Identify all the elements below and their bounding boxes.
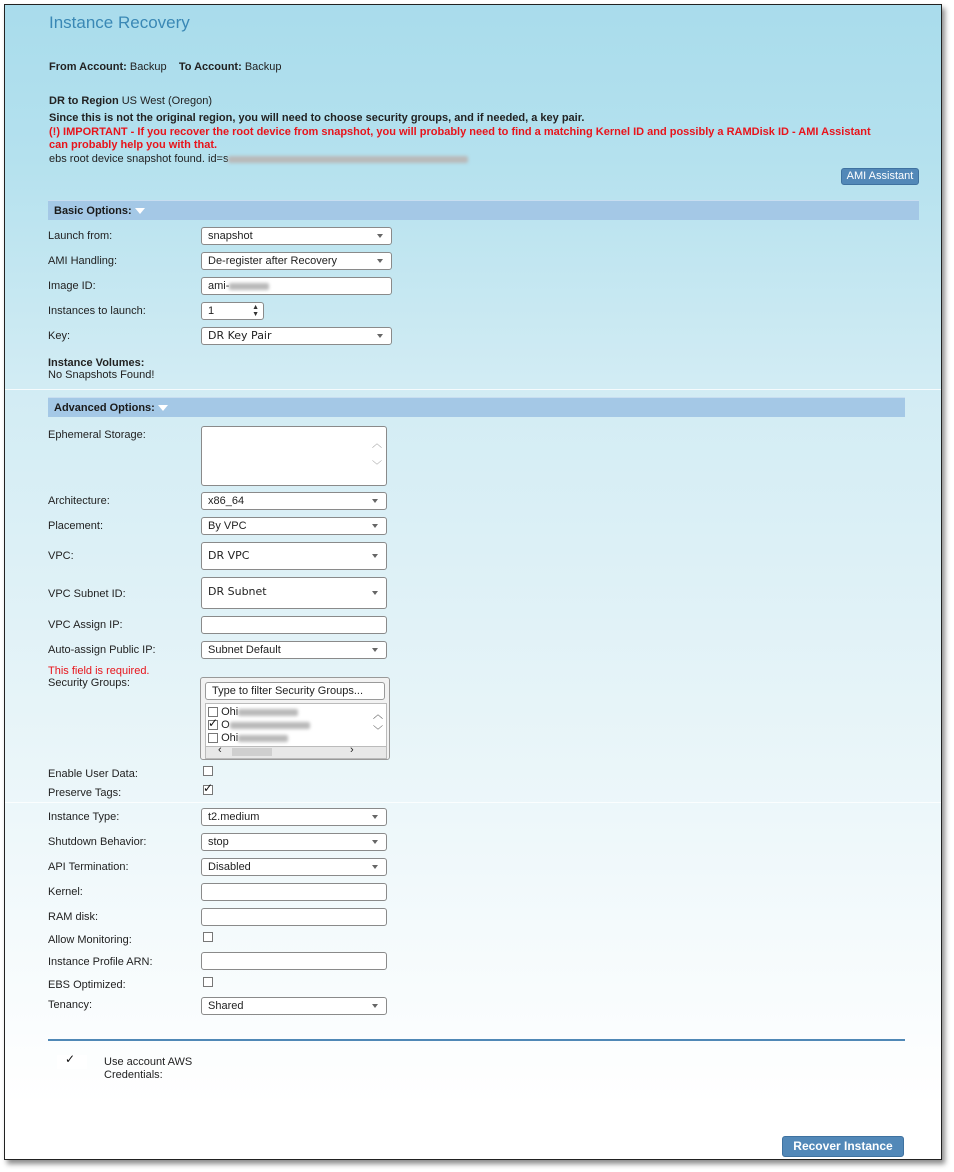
- chevron-down-icon: [158, 405, 168, 411]
- instance-type-select[interactable]: [201, 808, 387, 826]
- recovery-panel: [4, 4, 942, 1160]
- dropdown-arrow-icon: [377, 259, 383, 263]
- important-warning-2: can probably help you with that.: [49, 139, 218, 151]
- key-value: DR Key Pair: [208, 329, 272, 342]
- ebs-optimized-label: EBS Optimized:: [48, 979, 126, 991]
- redacted-text: [230, 722, 310, 729]
- api-termination-label: API Termination:: [48, 861, 129, 873]
- shutdown-behavior-label: Shutdown Behavior:: [48, 836, 147, 848]
- vpc-value: DR VPC: [208, 549, 250, 562]
- security-groups-label: Security Groups:: [48, 677, 130, 689]
- basic-options-header[interactable]: [48, 200, 919, 220]
- sg-checkbox[interactable]: [208, 733, 218, 743]
- instances-value: 1: [208, 305, 215, 317]
- vpc-subnet-label: VPC Subnet ID:: [48, 588, 126, 600]
- ram-disk-input[interactable]: [201, 908, 387, 926]
- important-warning-1: (!) IMPORTANT - If you recover the root device from snapshot, you will probably need to find a matching Kernel ID and possibly a RAMDisk ID - AMI Assistant: [49, 126, 871, 138]
- api-termination-select[interactable]: [201, 858, 387, 876]
- instance-type-label: Instance Type:: [48, 811, 120, 823]
- snapshot-found-line: [49, 153, 468, 165]
- key-select[interactable]: [201, 327, 392, 345]
- scroll-left-icon[interactable]: ‹: [218, 744, 222, 756]
- advanced-options-title: Advanced Options:: [54, 402, 155, 414]
- security-groups-filter-input[interactable]: [205, 682, 385, 700]
- from-account-label: From Account:: [49, 61, 127, 73]
- ami-assistant-button[interactable]: AMI Assistant: [841, 168, 919, 185]
- instance-volumes-value: No Snapshots Found!: [48, 369, 155, 381]
- architecture-select[interactable]: [201, 492, 387, 510]
- instance-type-value: t2.medium: [208, 811, 260, 823]
- architecture-label: Architecture:: [48, 495, 110, 507]
- page-title: Instance Recovery: [49, 13, 190, 32]
- scroll-up-icon[interactable]: ︿: [372, 439, 382, 450]
- advanced-options-header[interactable]: [48, 397, 905, 417]
- redacted-snapshot-id: [228, 156, 468, 163]
- redacted-text: [238, 709, 298, 716]
- list-item[interactable]: [208, 732, 288, 744]
- instances-stepper[interactable]: [201, 302, 264, 320]
- vpc-label: VPC:: [48, 550, 74, 562]
- preserve-tags-label: Preserve Tags:: [48, 787, 122, 799]
- instance-profile-arn-label: Instance Profile ARN:: [48, 956, 153, 968]
- image-id-label: Image ID:: [48, 280, 96, 292]
- instance-volumes-label: Instance Volumes:: [48, 357, 145, 369]
- vpc-assign-ip-label: VPC Assign IP:: [48, 619, 123, 631]
- basic-options-title: Basic Options:: [54, 205, 132, 217]
- use-credentials-label-line1: Use account AWS: [104, 1056, 193, 1068]
- placement-value: By VPC: [208, 520, 247, 532]
- public-ip-label: Auto-assign Public IP:: [48, 644, 156, 656]
- region-label: DR to Region: [49, 95, 119, 107]
- sg-item-label: Ohi: [221, 732, 239, 744]
- list-item[interactable]: [208, 719, 310, 731]
- ami-handling-label: AMI Handling:: [48, 255, 118, 267]
- public-ip-select[interactable]: [201, 641, 387, 659]
- vpc-subnet-value: DR Subnet: [208, 585, 267, 598]
- sg-item-label: Ohi: [221, 706, 239, 718]
- api-termination-value: Disabled: [208, 861, 251, 873]
- dropdown-arrow-icon: [372, 840, 378, 844]
- ephemeral-storage-textarea[interactable]: [201, 426, 387, 486]
- dropdown-arrow-icon: [372, 499, 378, 503]
- preserve-tags-checkbox[interactable]: [203, 785, 213, 795]
- to-account-value: Backup: [244, 61, 282, 73]
- ami-handling-select[interactable]: [201, 252, 392, 270]
- launch-from-select[interactable]: [201, 227, 392, 245]
- recover-instance-button[interactable]: Recover Instance: [782, 1136, 904, 1157]
- use-credentials-label-line2: Credentials:: [104, 1069, 163, 1081]
- scroll-down-icon[interactable]: ﹀: [373, 726, 383, 737]
- vpc-select[interactable]: [201, 542, 387, 570]
- ephemeral-storage-label: Ephemeral Storage:: [48, 429, 146, 441]
- launch-from-value: snapshot: [208, 230, 253, 242]
- ami-handling-value: De-register after Recovery: [208, 255, 337, 267]
- chevron-down-icon: [135, 208, 145, 214]
- shutdown-behavior-select[interactable]: [201, 833, 387, 851]
- tenancy-value: Shared: [208, 1000, 244, 1012]
- tenancy-select[interactable]: [201, 997, 387, 1015]
- sg-checkbox-checked[interactable]: [208, 720, 218, 730]
- public-ip-value: Subnet Default: [208, 644, 281, 656]
- region-value: US West (Oregon): [121, 95, 213, 107]
- security-groups-list: [205, 703, 387, 748]
- dropdown-arrow-icon: [372, 554, 378, 558]
- divider: [5, 389, 941, 390]
- dropdown-arrow-icon: [372, 648, 378, 652]
- accounts-line: [49, 61, 282, 73]
- security-groups-box: [200, 677, 390, 760]
- allow-monitoring-label: Allow Monitoring:: [48, 934, 132, 946]
- dropdown-arrow-icon: [372, 1004, 378, 1008]
- kernel-label: Kernel:: [48, 886, 83, 898]
- ebs-optimized-checkbox[interactable]: [203, 977, 213, 987]
- architecture-value: x86_64: [208, 495, 245, 507]
- dropdown-arrow-icon: [372, 815, 378, 819]
- use-credentials-checkbox[interactable]: [66, 1057, 76, 1067]
- redacted-image-id: [229, 283, 269, 290]
- scroll-right-icon[interactable]: ›: [350, 744, 354, 756]
- scroll-down-icon[interactable]: ﹀: [372, 461, 382, 472]
- enable-user-data-checkbox[interactable]: [203, 766, 213, 776]
- image-id-input[interactable]: [201, 277, 392, 295]
- placement-select[interactable]: [201, 517, 387, 535]
- tenancy-label: Tenancy:: [48, 999, 93, 1011]
- list-item[interactable]: [208, 706, 298, 718]
- from-account-value: Backup: [129, 61, 167, 73]
- instances-label: Instances to launch:: [48, 305, 146, 317]
- kernel-input[interactable]: [201, 883, 387, 901]
- scroll-up-icon[interactable]: ︿: [373, 710, 383, 721]
- redacted-text: [238, 735, 288, 742]
- allow-monitoring-checkbox[interactable]: [203, 932, 213, 942]
- enable-user-data-label: Enable User Data:: [48, 768, 138, 780]
- scrollbar-thumb[interactable]: [232, 748, 272, 756]
- dropdown-arrow-icon: [372, 524, 378, 528]
- dropdown-arrow-icon: [377, 234, 383, 238]
- required-field-error: This field is required.: [48, 665, 150, 677]
- spinner-arrows-icon[interactable]: ▲ ▼: [252, 304, 259, 318]
- shutdown-behavior-value: stop: [208, 836, 229, 848]
- dropdown-arrow-icon: [372, 865, 378, 869]
- instance-profile-arn-input[interactable]: [201, 952, 387, 970]
- dropdown-arrow-icon: [372, 591, 378, 595]
- vpc-assign-ip-input[interactable]: [201, 616, 387, 634]
- region-notice: Since this is not the original region, you will need to choose security groups, and if needed, a key pair.: [49, 112, 585, 124]
- dropdown-arrow-icon: [377, 334, 383, 338]
- horizontal-scrollbar[interactable]: [205, 746, 387, 759]
- to-account-label: To Account:: [178, 61, 242, 73]
- placement-label: Placement:: [48, 520, 104, 532]
- snapshot-found-text: ebs root device snapshot found. id=s: [49, 153, 229, 165]
- footer-divider: [48, 1039, 905, 1041]
- ram-disk-label: RAM disk:: [48, 911, 99, 923]
- sg-item-label: O: [221, 719, 230, 731]
- launch-from-label: Launch from:: [48, 230, 113, 242]
- region-line: [49, 95, 212, 107]
- image-id-value: ami-: [208, 280, 230, 292]
- divider: [5, 802, 941, 803]
- security-groups-filter-placeholder: Type to filter Security Groups...: [212, 685, 364, 697]
- vpc-subnet-select[interactable]: [201, 577, 387, 609]
- key-label: Key:: [48, 330, 71, 342]
